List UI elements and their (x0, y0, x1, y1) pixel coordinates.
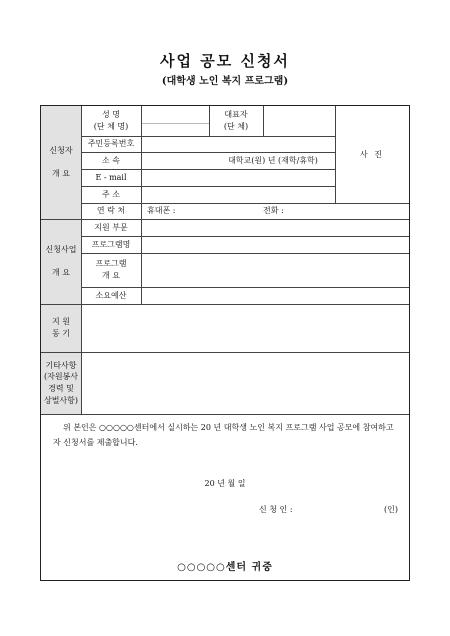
photo-divider (335, 106, 336, 203)
seal-label: (인) (384, 505, 398, 514)
row-divider (81, 152, 335, 153)
email-label: E - mail (95, 172, 127, 182)
resident-id-field[interactable] (141, 136, 335, 152)
motivation-label: 지 원 동 기 (41, 304, 81, 352)
budget-label: 소요예산 (95, 290, 127, 300)
section-divider (41, 414, 409, 415)
row-divider (81, 203, 409, 204)
document-subtitle: (대학생 노인 복지 프로그램) (161, 76, 289, 87)
column-divider (81, 106, 82, 414)
phone-label: 전화 : (263, 206, 284, 216)
row-divider (81, 136, 335, 137)
row-divider (81, 253, 409, 254)
declaration-text: 위 본인은 ○○○○○센터에서 실시하는 20 년 대학생 노인 복지 프로그램 사업 공모에 참여하고자 신청서를 제출합니다. (53, 423, 394, 448)
section-divider (41, 304, 409, 305)
name-label: 성 명 (단 체 명) (93, 110, 129, 131)
row-divider (81, 236, 409, 237)
representative-field[interactable] (263, 106, 335, 136)
photo-box[interactable]: 사 진 (360, 149, 384, 159)
date-line: 20 년 월 일 (204, 479, 246, 488)
contact-label: 연 락 처 (96, 206, 126, 216)
support-field-label: 지원 부문 (94, 222, 128, 232)
other-notes-label: 기타사항 (자원봉사 경력 및 상벌사항) (41, 352, 81, 414)
project-section-label: 신청사업 개 요 (41, 219, 81, 304)
applicant-sign-label: 신 청 인 : (259, 505, 293, 514)
row-divider (81, 287, 409, 288)
row-divider (81, 169, 335, 170)
applicant-section-label: 신청자 개 요 (41, 106, 81, 219)
row-divider (81, 186, 335, 187)
program-name-label: 프로그램명 (91, 239, 131, 249)
application-form (40, 105, 410, 581)
email-field[interactable] (141, 169, 335, 186)
section-divider (41, 352, 409, 353)
resident-id-label: 주민등록번호 (87, 139, 135, 149)
column-divider (263, 106, 264, 136)
section-divider (41, 219, 409, 220)
address-label: 주 소 (102, 189, 120, 199)
document-title: 사업 공모 신청서 (160, 52, 290, 70)
affiliation-label: 소 속 (102, 155, 120, 165)
column-divider (141, 106, 142, 304)
column-divider (209, 106, 210, 136)
address-field[interactable] (141, 186, 335, 203)
name-field[interactable] (141, 106, 209, 136)
name-cell-divider (141, 123, 209, 124)
mobile-label: 휴대폰 : (147, 206, 176, 216)
program-summary-label: 프로그램 개 요 (95, 259, 127, 280)
affiliation-field[interactable]: 대학교(원) 년 (재학/휴학) (228, 155, 318, 165)
representative-label: 대표자 (단 체) (223, 110, 249, 131)
recipient-footer: ○○○○○센터 귀중 (177, 562, 273, 573)
